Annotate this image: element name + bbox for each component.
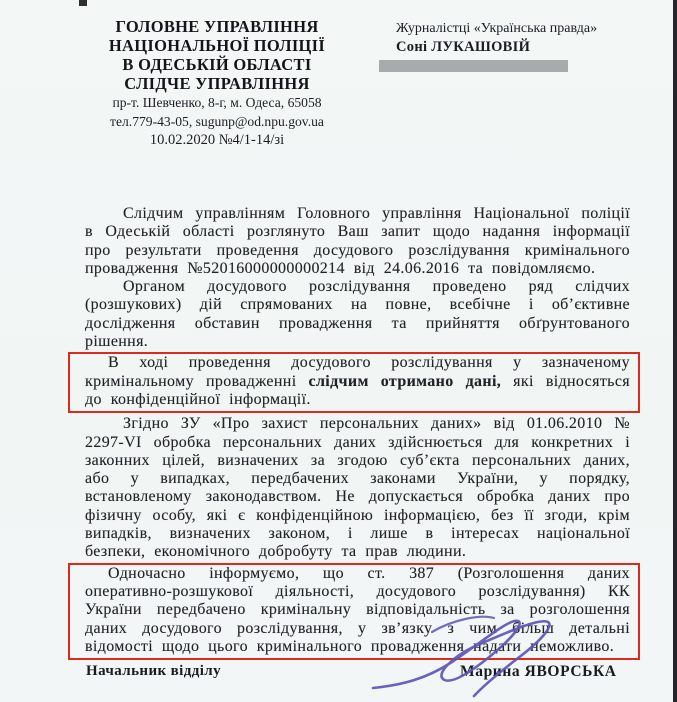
- paragraph-confidential-bold: слідчим отримано дані,: [308, 372, 502, 390]
- letterhead-block: [88, 17, 346, 149]
- paragraph-intro: Слідчим управлінням Головного управління Національної поліції в Одеській області розглянуто Ваш запит щодо надання інформації про результати проведення досудового розслідування кримінального провадження №52016000000000214 від 24.06.2016 та повідомляємо.: [85, 205, 630, 277]
- recipient-role: Журналістці «Українська правда»: [396, 21, 598, 36]
- highlight-box-confidential: [68, 352, 640, 413]
- org-name-line-3: В ОДЕСЬКІЙ ОБЛАСТІ: [122, 55, 312, 74]
- signatory-position-title: Начальник відділу: [86, 663, 222, 679]
- paragraph-investigative-actions: Органом досудового розслідування проведено ряд слідчих (розшукових) дій спрямованих на повне, всебічне і об’єктивне дослідження обставин провадження та прийняття обґрунтованого рішення.: [85, 278, 630, 351]
- paragraph-article-387: Одночасно інформуємо, що ст. 387 (Розголошення даних оперативно-розшукової діяльності, досудового розслідування) КК України передбачено кримінальну відповідальність за розголошення даних досудового розслідування, у зв’язку з чим більш детальні відомості щодо цього кримінального провадження надати неможливо.: [85, 564, 630, 655]
- paragraph-personal-data-law: Згідно ЗУ «Про захист персональних даних» від 01.06.2010 № 2297-VI обробка персональних даних здійснюється для конкретних і законних цілей, визначених за згодою суб’єкта персональних даних, або у випадках, передбачених законами України, у порядку, встановленому законодавством. Не допускається обробка даних про фізичну особу, які є конфіденційною інформацією, без її згоди, крім випадків, визначених законом, і лише в інтересах національної безпеки, економічного добробуту та прав людини.: [85, 415, 630, 561]
- org-address: пр-т. Шевченко, 8-г, м. Одеса, 65058: [112, 95, 322, 110]
- recipient-block: [396, 20, 597, 56]
- org-contact: тел.779-43-05, sugunp@od.npu.gov.ua: [110, 113, 324, 129]
- paragraph-confidential-post: які відносяться до конфіденційної інформації.: [85, 372, 630, 408]
- org-name-line-1: ГОЛОВНЕ УПРАВЛІННЯ: [115, 17, 319, 36]
- signatory-name: Марина ЯВОРСЬКА: [460, 663, 617, 680]
- scan-artifact-speck: [79, 0, 87, 6]
- paragraph-confidential: [85, 354, 630, 409]
- org-name-line-2: НАЦІОНАЛЬНОЇ ПОЛІЦІЇ: [108, 36, 326, 55]
- redaction-bar: [379, 60, 568, 72]
- paragraph-confidential-pre: В ході проведення досудового розслідування у зазначеному кримінальному провадженні: [85, 354, 630, 390]
- scan-edge-line: [673, 0, 677, 702]
- recipient-name: Соні ЛУКАШОВІЙ: [396, 39, 531, 55]
- org-name-line-4: СЛІДЧЕ УПРАВЛІННЯ: [124, 74, 310, 93]
- signature-ink-image: [368, 608, 583, 702]
- letter-body: [85, 205, 630, 662]
- letter-date-ref: 10.02.2020 №4/1-14/зі: [149, 131, 285, 148]
